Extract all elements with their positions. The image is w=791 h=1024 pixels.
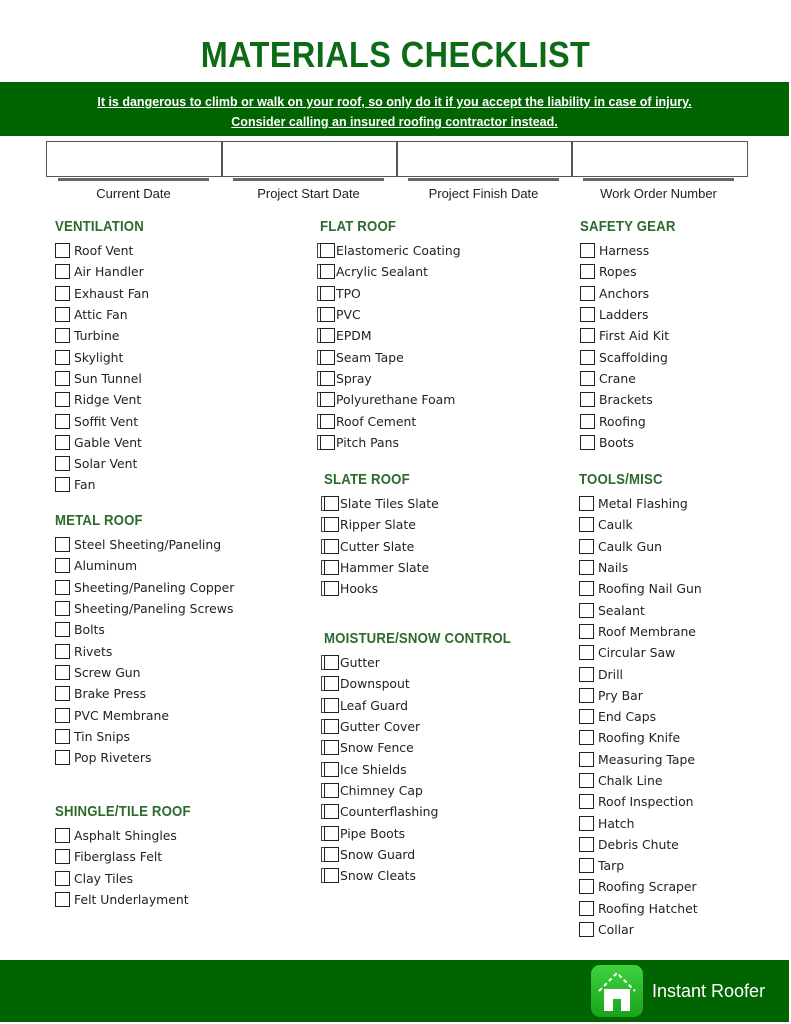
- checklist-item-label: Felt Underlayment: [74, 892, 189, 908]
- checkbox[interactable]: [55, 601, 70, 616]
- checklist-item[interactable]: [579, 727, 702, 748]
- checklist-item[interactable]: [579, 898, 702, 919]
- checklist-item[interactable]: [324, 493, 439, 514]
- checklist-item[interactable]: [320, 240, 461, 261]
- checklist-item-label: End Caps: [598, 709, 657, 725]
- checkbox[interactable]: [324, 804, 339, 819]
- checklist-item-label: Roofing: [599, 413, 646, 429]
- checklist-item[interactable]: [580, 410, 689, 431]
- checklist-item[interactable]: [55, 747, 234, 768]
- field-label-text: Work Order Number: [600, 186, 717, 201]
- section-heading: SHINGLE/TILE ROOF: [55, 803, 191, 820]
- section-metal-roof: [55, 512, 234, 768]
- checkbox[interactable]: [579, 709, 594, 724]
- checklist-item-label: Ridge Vent: [74, 392, 142, 408]
- checklist-item[interactable]: [55, 346, 156, 367]
- checklist-item-label: Downspout: [340, 676, 410, 692]
- checkbox[interactable]: [580, 414, 595, 429]
- checklist-item-label: Pipe Boots: [340, 825, 406, 841]
- checkbox[interactable]: [55, 665, 70, 680]
- checkbox[interactable]: [580, 286, 595, 301]
- checklist-item-label: Slate Tiles Slate: [340, 496, 439, 512]
- checklist-item-label: Sealant: [598, 602, 645, 618]
- checklist-item[interactable]: [579, 706, 702, 727]
- checkbox[interactable]: [55, 828, 70, 843]
- checkbox[interactable]: [579, 539, 594, 554]
- checkbox[interactable]: [579, 581, 594, 596]
- section-heading: SAFETY GEAR: [580, 218, 676, 235]
- checkbox[interactable]: [579, 603, 594, 618]
- checklist-item[interactable]: [55, 283, 156, 304]
- checklist-item[interactable]: [579, 621, 702, 642]
- checklist-item-label: Hammer Slate: [340, 560, 430, 576]
- checklist-item[interactable]: [324, 673, 537, 694]
- checklist-item-label: Caulk: [598, 517, 633, 533]
- checklist-item-label: Brake Press: [74, 686, 147, 702]
- header-fields: [46, 141, 746, 177]
- checkbox[interactable]: [55, 750, 70, 765]
- checklist-item[interactable]: [55, 577, 234, 598]
- checklist-item-label: Sheeting/Paneling Screws: [74, 601, 234, 617]
- checklist-item-label: Polyurethane Foam: [336, 392, 456, 408]
- checkbox[interactable]: [55, 686, 70, 701]
- checklist-item[interactable]: [55, 325, 156, 346]
- checkbox[interactable]: [320, 286, 335, 301]
- checklist-item[interactable]: [579, 770, 702, 791]
- checklist-item-label: Tin Snips: [74, 728, 130, 744]
- checkbox[interactable]: [579, 858, 594, 873]
- checkbox[interactable]: [320, 264, 335, 279]
- checkbox[interactable]: [324, 762, 339, 777]
- checklist-item-label: Sun Tunnel: [74, 370, 142, 386]
- checklist-item[interactable]: [579, 514, 702, 535]
- checklist-item-label: Gutter: [340, 655, 380, 671]
- checklist-item-label: Hooks: [340, 581, 379, 597]
- checkbox[interactable]: [580, 350, 595, 365]
- checkbox[interactable]: [324, 539, 339, 554]
- checkbox[interactable]: [55, 849, 70, 864]
- checklist-item-label: Roof Membrane: [598, 623, 696, 639]
- checkbox[interactable]: [55, 435, 70, 450]
- checklist-item[interactable]: [55, 726, 234, 747]
- checklist-item[interactable]: [580, 346, 689, 367]
- checklist-item-label: Crane: [599, 370, 636, 386]
- checkbox[interactable]: [324, 847, 339, 862]
- checklist-item-label: Ladders: [599, 307, 649, 323]
- checkbox[interactable]: [55, 414, 70, 429]
- checklist-item[interactable]: [579, 599, 702, 620]
- checklist-item[interactable]: [55, 304, 156, 325]
- checklist-item-label: Snow Guard: [340, 846, 416, 862]
- checklist-item[interactable]: [579, 557, 702, 578]
- checkbox[interactable]: [55, 350, 70, 365]
- divider: [58, 178, 209, 181]
- section-ventilation: [55, 218, 156, 496]
- checkbox[interactable]: [55, 708, 70, 723]
- checkbox[interactable]: [320, 435, 335, 450]
- checklist-item-label: Aluminum: [74, 558, 138, 574]
- field-label-text: Current Date: [96, 186, 171, 201]
- checkbox[interactable]: [579, 794, 594, 809]
- checkbox[interactable]: [324, 740, 339, 755]
- checklist-item[interactable]: [55, 534, 234, 555]
- checklist-item-label: Anchors: [599, 285, 650, 301]
- checkbox[interactable]: [579, 645, 594, 660]
- checkbox[interactable]: [579, 688, 594, 703]
- checklist-item-label: Snow Cleats: [340, 868, 416, 884]
- checklist-item[interactable]: [320, 346, 461, 367]
- checklist-item-label: PVC: [336, 307, 361, 323]
- checklist-item-label: Ropes: [599, 264, 637, 280]
- checklist-item[interactable]: [55, 598, 234, 619]
- checklist-item-label: Fiberglass Felt: [74, 849, 163, 865]
- checklist-item-label: Brackets: [599, 392, 653, 408]
- checklist-item[interactable]: [579, 855, 702, 876]
- checklist-item-label: Fan: [74, 477, 96, 493]
- checklist-item-label: Attic Fan: [74, 307, 128, 323]
- checklist-item[interactable]: [579, 791, 702, 812]
- checkbox[interactable]: [579, 752, 594, 767]
- checklist-item[interactable]: [580, 304, 689, 325]
- house-icon: [591, 965, 643, 1017]
- checklist-item[interactable]: [55, 368, 156, 389]
- checklist-item[interactable]: [55, 683, 234, 704]
- checkbox[interactable]: [580, 243, 595, 258]
- checklist-item[interactable]: [324, 557, 439, 578]
- checklist-item-label: Cutter Slate: [340, 538, 415, 554]
- checklist-item-label: Snow Fence: [340, 740, 414, 756]
- checklist-item-label: Roofing Scraper: [598, 879, 697, 895]
- checkbox[interactable]: [320, 392, 335, 407]
- checklist-item[interactable]: [55, 453, 156, 474]
- checklist-item[interactable]: [55, 889, 209, 910]
- checkbox[interactable]: [324, 517, 339, 532]
- section-slate-roof: [324, 471, 439, 599]
- checklist-item[interactable]: [579, 578, 702, 599]
- checklist-item-label: Measuring Tape: [598, 751, 696, 767]
- section-heading: FLAT ROOF: [320, 218, 397, 235]
- warning-line-1: It is dangerous to climb or walk on your roof, so only do it if you accept the liability in case of injury.: [97, 95, 692, 109]
- checklist-item-label: Nails: [598, 560, 629, 576]
- checklist-item[interactable]: [324, 695, 537, 716]
- checklist-item-label: Skylight: [74, 349, 124, 365]
- section-flat-roof: [320, 218, 461, 453]
- checkbox[interactable]: [324, 676, 339, 691]
- checkbox[interactable]: [55, 328, 70, 343]
- checkbox[interactable]: [55, 371, 70, 386]
- checklist-item[interactable]: [579, 493, 702, 514]
- checklist-item[interactable]: [324, 716, 537, 737]
- divider: [233, 178, 384, 181]
- checklist-item-label: Clay Tiles: [74, 870, 134, 886]
- checkbox[interactable]: [55, 456, 70, 471]
- checklist-item-label: PVC Membrane: [74, 707, 169, 723]
- checklist-item-label: Roofing Nail Gun: [598, 581, 702, 597]
- checklist-item[interactable]: [324, 865, 537, 886]
- checklist-item[interactable]: [580, 368, 689, 389]
- section-heading: TOOLS/MISC: [579, 471, 663, 488]
- checklist-item-label: Drill: [598, 666, 623, 682]
- checklist-item[interactable]: [324, 514, 439, 535]
- checklist-item[interactable]: [55, 868, 209, 889]
- checklist-item-label: Scaffolding: [599, 349, 668, 365]
- page-title: MATERIALS CHECKLIST: [200, 34, 591, 75]
- checklist-item-label: Leaf Guard: [340, 697, 408, 713]
- field-label-current-date: [46, 176, 221, 201]
- checkbox[interactable]: [55, 644, 70, 659]
- checkbox[interactable]: [324, 868, 339, 883]
- checkbox[interactable]: [579, 517, 594, 532]
- checklist-item-label: Rivets: [74, 643, 113, 659]
- checklist-item[interactable]: [580, 283, 689, 304]
- checkbox[interactable]: [55, 537, 70, 552]
- checkbox[interactable]: [55, 264, 70, 279]
- checkbox[interactable]: [580, 264, 595, 279]
- checklist-item[interactable]: [580, 325, 689, 346]
- checklist-item[interactable]: [320, 410, 461, 431]
- checklist-item[interactable]: [320, 304, 461, 325]
- field-label-project-finish-date: [396, 176, 571, 201]
- checkbox[interactable]: [320, 307, 335, 322]
- checkbox[interactable]: [55, 729, 70, 744]
- checklist-item-label: Sheeting/Paneling Copper: [74, 579, 235, 595]
- checkbox[interactable]: [579, 879, 594, 894]
- field-label-work-order-number: [571, 176, 746, 201]
- checklist-item-label: Solar Vent: [74, 456, 138, 472]
- checkbox[interactable]: [579, 901, 594, 916]
- checklist-item-label: Ripper Slate: [340, 517, 416, 533]
- checkbox[interactable]: [55, 307, 70, 322]
- section-shingle-tile-roof: [55, 803, 209, 910]
- checklist-item-label: Soffit Vent: [74, 413, 139, 429]
- checklist-item-label: Gutter Cover: [340, 719, 421, 735]
- checklist-item-label: First Aid Kit: [599, 328, 670, 344]
- checkbox[interactable]: [324, 496, 339, 511]
- checklist-item[interactable]: [55, 662, 234, 683]
- checklist-item-label: Roof Cement: [336, 413, 417, 429]
- checkbox[interactable]: [320, 414, 335, 429]
- checkbox[interactable]: [580, 371, 595, 386]
- header-field-labels: [46, 176, 746, 201]
- checkbox[interactable]: [324, 826, 339, 841]
- checklist-item-label: Pitch Pans: [336, 434, 399, 450]
- checklist-item[interactable]: [320, 432, 461, 453]
- checklist-item-label: Collar: [598, 922, 634, 938]
- checkbox[interactable]: [320, 243, 335, 258]
- checkbox[interactable]: [324, 783, 339, 798]
- field-label-text: Project Start Date: [257, 186, 360, 201]
- checklist-item[interactable]: [55, 389, 156, 410]
- checklist-item[interactable]: [55, 555, 234, 576]
- checklist-item[interactable]: [324, 737, 537, 758]
- checklist-item-label: Chalk Line: [598, 773, 663, 788]
- checklist-item-label: Hatch: [598, 815, 635, 831]
- checklist-item[interactable]: [55, 825, 209, 846]
- checklist-item[interactable]: [579, 536, 702, 557]
- checkbox[interactable]: [580, 307, 595, 322]
- checklist-item-label: Exhaust Fan: [74, 285, 150, 301]
- section-heading: METAL ROOF: [55, 512, 143, 529]
- checklist-item-label: Tarp: [598, 858, 625, 874]
- warning-banner: [0, 82, 789, 136]
- checkbox[interactable]: [580, 392, 595, 407]
- checklist-item-label: Steel Sheeting/Paneling: [74, 537, 222, 553]
- checklist-item-label: Circular Saw: [598, 645, 676, 661]
- checklist-item[interactable]: [324, 780, 537, 801]
- section-heading: MOISTURE/SNOW CONTROL: [324, 630, 512, 647]
- checklist-item-label: Roofing Knife: [598, 730, 681, 746]
- section-tools-misc: [579, 471, 702, 940]
- checklist-item[interactable]: [55, 432, 156, 453]
- checkbox[interactable]: [320, 328, 335, 343]
- checklist-item-label: Gable Vent: [74, 434, 142, 450]
- checkbox[interactable]: [324, 698, 339, 713]
- checkbox[interactable]: [579, 624, 594, 639]
- section-heading: VENTILATION: [55, 218, 144, 235]
- checklist-item[interactable]: [55, 704, 234, 725]
- checkbox[interactable]: [55, 477, 70, 492]
- project-start-date-field[interactable]: [221, 141, 398, 177]
- checklist-item-label: Acrylic Sealant: [336, 264, 428, 280]
- checklist-item[interactable]: [55, 261, 156, 282]
- checklist-item[interactable]: [580, 240, 689, 261]
- checklist-item-label: Caulk Gun: [598, 538, 662, 554]
- checklist-item-label: Ice Shields: [340, 761, 407, 777]
- checklist-item-label: Pry Bar: [598, 687, 643, 703]
- checkbox[interactable]: [579, 560, 594, 575]
- checklist-item[interactable]: [324, 652, 537, 673]
- checklist-item-label: Spray: [336, 370, 372, 386]
- section-moisture-snow-control: [324, 630, 537, 886]
- section-safety-gear: [580, 218, 689, 453]
- checklist-item-label: Counterflashing: [340, 804, 439, 820]
- checkbox[interactable]: [579, 837, 594, 852]
- checklist-item[interactable]: [324, 536, 439, 557]
- checklist-item[interactable]: [579, 876, 702, 897]
- checkbox[interactable]: [55, 286, 70, 301]
- checklist-item[interactable]: [580, 261, 689, 282]
- checklist-item[interactable]: [579, 685, 702, 706]
- checklist-item[interactable]: [324, 822, 537, 843]
- checkbox[interactable]: [320, 350, 335, 365]
- checklist-item[interactable]: [324, 578, 439, 599]
- divider: [408, 178, 559, 181]
- checklist-item-label: Chimney Cap: [340, 782, 423, 798]
- checklist-item[interactable]: [324, 801, 537, 822]
- warning-line-2: Consider calling an insured roofing contractor instead.: [231, 115, 558, 129]
- checklist-item[interactable]: [55, 474, 156, 495]
- checkbox[interactable]: [324, 560, 339, 575]
- checklist-item[interactable]: [580, 432, 689, 453]
- checkbox[interactable]: [580, 328, 595, 343]
- checklist-item[interactable]: [55, 410, 156, 431]
- checklist-item-label: EPDM: [336, 328, 372, 344]
- checkbox[interactable]: [579, 922, 594, 937]
- checklist-item-label: Roof Vent: [74, 243, 134, 259]
- checklist-item-label: Bolts: [74, 622, 105, 638]
- checkbox[interactable]: [324, 719, 339, 734]
- checkbox[interactable]: [55, 892, 70, 907]
- checklist-item-label: Seam Tape: [336, 349, 404, 365]
- checklist-item[interactable]: [320, 325, 461, 346]
- checkbox[interactable]: [55, 622, 70, 637]
- field-label-text: Project Finish Date: [428, 186, 539, 201]
- checklist-item[interactable]: [320, 389, 461, 410]
- checkbox[interactable]: [55, 243, 70, 258]
- checklist-item-label: Air Handler: [74, 264, 144, 280]
- checklist-item-label: Roofing Hatchet: [598, 900, 698, 916]
- project-finish-date-field[interactable]: [396, 141, 573, 177]
- checklist-item-label: Pop Riveters: [74, 750, 152, 766]
- checkbox[interactable]: [55, 580, 70, 595]
- checklist-item[interactable]: [324, 844, 537, 865]
- checklist-item[interactable]: [324, 758, 537, 779]
- checklist-item-label: Harness: [599, 243, 650, 259]
- checkbox[interactable]: [579, 496, 594, 511]
- checklist-item-label: Screw Gun: [74, 664, 141, 680]
- section-heading: SLATE ROOF: [324, 471, 410, 488]
- checkbox[interactable]: [55, 871, 70, 886]
- checklist-item[interactable]: [579, 749, 702, 770]
- checklist-item[interactable]: [579, 919, 702, 940]
- checklist-item[interactable]: [320, 283, 461, 304]
- checklist-item[interactable]: [320, 368, 461, 389]
- checkbox[interactable]: [55, 392, 70, 407]
- field-label-project-start-date: [221, 176, 396, 201]
- checkbox[interactable]: [580, 435, 595, 450]
- checklist-item-label: Boots: [599, 434, 634, 450]
- checklist-item-label: Asphalt Shingles: [74, 828, 177, 844]
- checklist-item-label: Roof Inspection: [598, 794, 694, 810]
- checkbox[interactable]: [579, 730, 594, 745]
- checklist-item[interactable]: [579, 812, 702, 833]
- checklist-item-label: Debris Chute: [598, 836, 679, 852]
- checklist-item[interactable]: [55, 846, 209, 867]
- current-date-field[interactable]: [46, 141, 223, 177]
- checklist-item[interactable]: [55, 240, 156, 261]
- checklist-item[interactable]: [579, 834, 702, 855]
- checkbox[interactable]: [324, 655, 339, 670]
- checkbox[interactable]: [579, 816, 594, 831]
- checklist-item[interactable]: [579, 663, 702, 684]
- checklist-item[interactable]: [579, 642, 702, 663]
- divider: [583, 178, 734, 181]
- checklist-item-label: Elastomeric Coating: [336, 243, 461, 259]
- checklist-item[interactable]: [320, 261, 461, 282]
- checkbox[interactable]: [324, 581, 339, 596]
- checklist-item[interactable]: [55, 619, 234, 640]
- checkbox[interactable]: [55, 558, 70, 573]
- work-order-number-field[interactable]: [571, 141, 748, 177]
- checkbox[interactable]: [579, 773, 594, 788]
- checklist-item-label: TPO: [336, 285, 361, 301]
- checkbox[interactable]: [579, 667, 594, 682]
- checkbox[interactable]: [320, 371, 335, 386]
- brand-name: Instant Roofer: [652, 981, 766, 1001]
- checklist-item-label: Metal Flashing: [598, 496, 688, 512]
- checklist-item[interactable]: [580, 389, 689, 410]
- checklist-item-label: Turbine: [74, 328, 120, 344]
- checklist-item[interactable]: [55, 640, 234, 661]
